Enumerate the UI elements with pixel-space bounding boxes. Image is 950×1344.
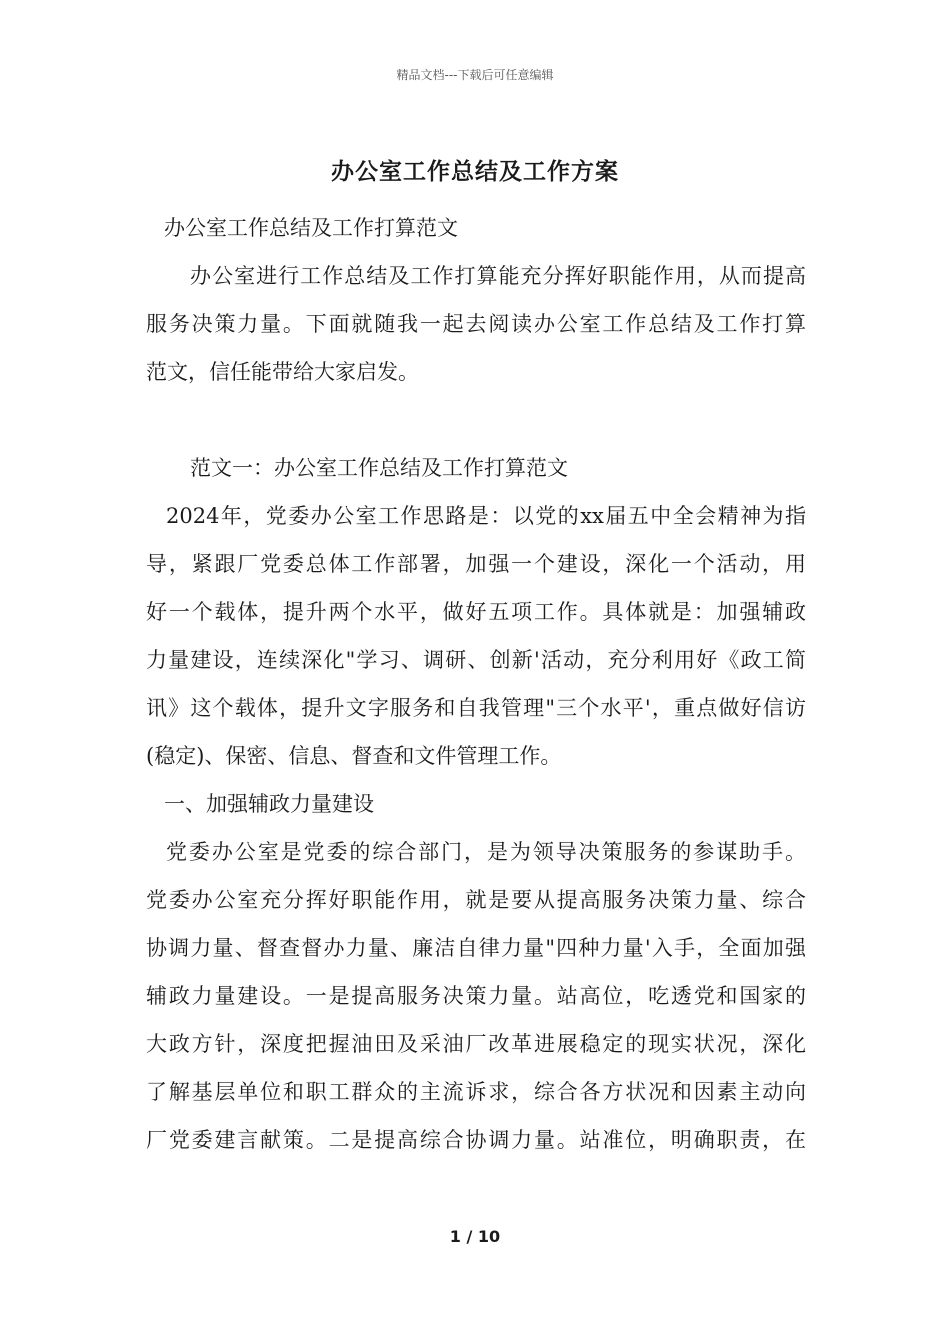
sample-heading: 范文一：办公室工作总结及工作打算范文 bbox=[190, 456, 568, 480]
intro-line: 服务决策力量。下面就随我一起去阅读办公室工作总结及工作打算 bbox=[146, 312, 806, 336]
header-note: 精品文档---下载后可任意编辑 bbox=[396, 68, 554, 82]
intro-line: 办公室进行工作总结及工作打算能充分挥好职能作用，从而提高 bbox=[190, 264, 806, 288]
intro-line: 范文，信任能带给大家启发。 bbox=[146, 360, 419, 384]
paragraph-line: 2024年，党委办公室工作思路是：以党的xx届五中全会精神为指 bbox=[166, 504, 806, 528]
paragraph-line: 辅政力量建设。一是提高服务决策力量。站高位，吃透党和国家的 bbox=[146, 984, 806, 1008]
subtitle: 办公室工作总结及工作打算范文 bbox=[164, 216, 458, 240]
paragraph-line: 了解基层单位和职工群众的主流诉求，综合各方状况和因素主动向 bbox=[146, 1080, 806, 1104]
paragraph-1 bbox=[146, 492, 806, 780]
paragraph-line: 好一个载体，提升两个水平，做好五项工作。具体就是：加强辅政 bbox=[146, 600, 806, 624]
blank-line bbox=[146, 396, 806, 444]
paragraph-line: 厂党委建言献策。二是提高综合协调力量。站准位，明确职责，在 bbox=[146, 1128, 806, 1152]
paragraph-line: 大政方针，深度把握油田及采油厂改革进展稳定的现实状况，深化 bbox=[146, 1032, 806, 1056]
paragraph-line: 党委办公室是党委的综合部门，是为领导决策服务的参谋助手。 bbox=[166, 840, 806, 864]
paragraph-line: 协调力量、督查督办力量、廉洁自律力量"四种力量'入手，全面加强 bbox=[146, 936, 806, 960]
paragraph-line: 讯》这个载体，提升文字服务和自我管理"三个水平'，重点做好信访 bbox=[146, 696, 806, 720]
document-title: 办公室工作总结及工作方案 bbox=[331, 158, 619, 185]
paragraph-line: 力量建设，连续深化"学习、调研、创新'活动，充分利用好《政工简 bbox=[146, 648, 806, 672]
paragraph-2 bbox=[146, 828, 806, 1164]
document-body bbox=[146, 204, 806, 1164]
paragraph-line: 党委办公室充分挥好职能作用，就是要从提高服务决策力量、综合 bbox=[146, 888, 806, 912]
paragraph-line: 导，紧跟厂党委总体工作部署，加强一个建设，深化一个活动，用 bbox=[146, 552, 806, 576]
paragraph-line: (稳定)、保密、信息、督查和文件管理工作。 bbox=[146, 744, 562, 768]
intro-paragraph bbox=[146, 252, 806, 396]
page-number: 1 / 10 bbox=[449, 1227, 501, 1246]
section-heading-1: 一、加强辅政力量建设 bbox=[164, 792, 374, 816]
